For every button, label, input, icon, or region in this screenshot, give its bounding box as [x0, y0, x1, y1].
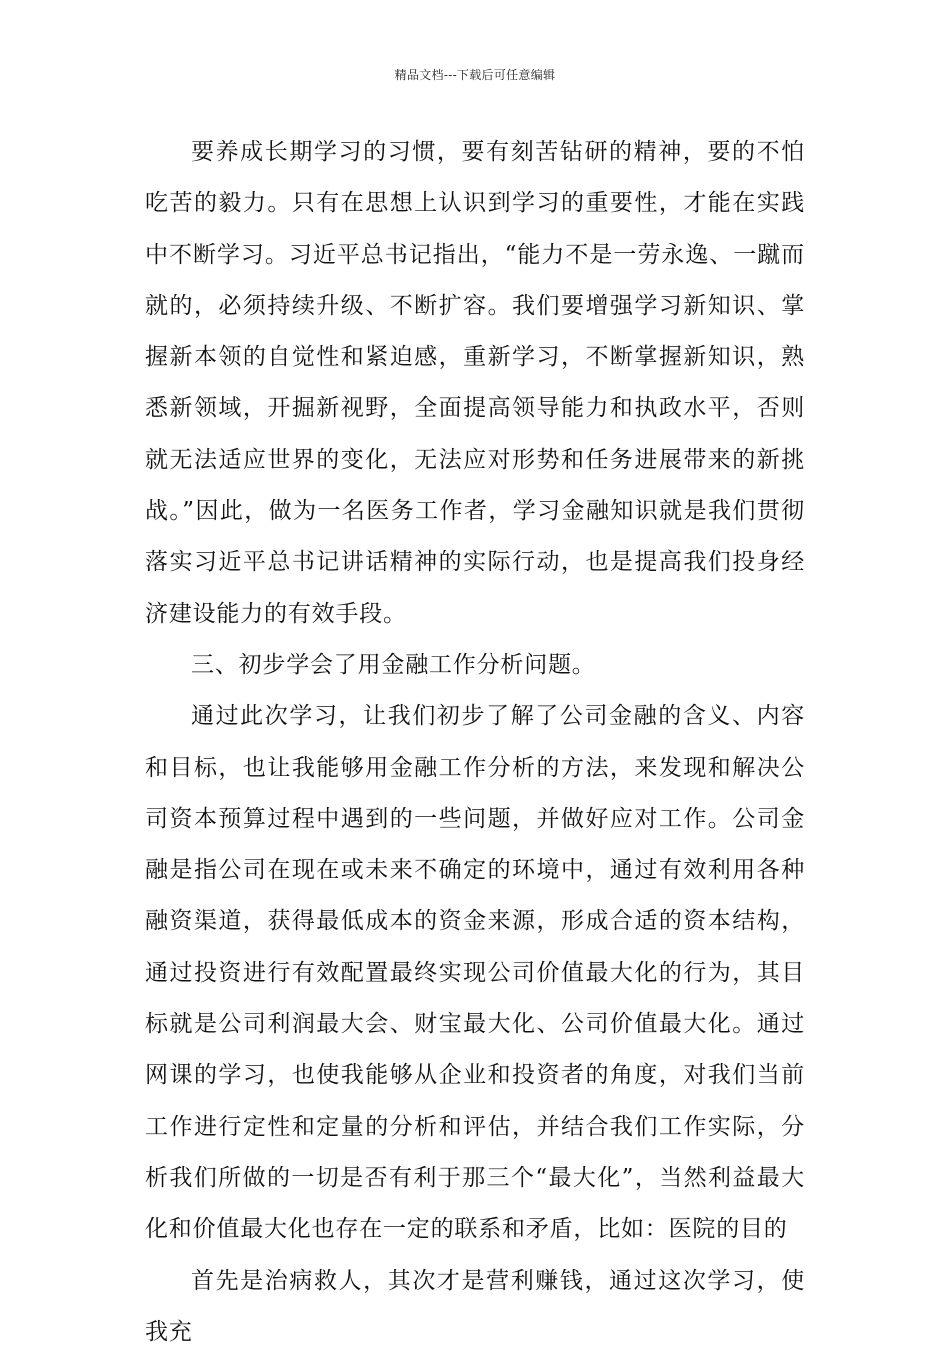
paragraph-continuation: 首先是治病救人，其次才是营利赚钱，通过这次学习，使我充 — [145, 1267, 805, 1345]
paragraph-corporate-finance: 通过此次学习，让我们初步了解了公司金融的含义、内容和目标，也让我能够用金融工作分析的方法，来发现和解决公司资本预算过程中遇到的一些问题，并做好应对工作。公司金融是指公司在现在或未来不确定的环境中，通过有效利用各种融资渠道，获得最低成本的资金来源，形成合适的资本结构，通过投资进行有效配置最终实现公司价值最大化的行为，其目标就是公司利润最大会、财宝最大化、公司价值最大化。通过网课的学习，也使我能够从企业和投资者的角度，对我们当前工作进行定性和定量的分析和评估，并结合我们工作实际，分析我们所做的一切是否有利于那三个“最大化”，当然利益最大化和价值最大化也存在一定的联系和矛盾，比如：医院的目的 — [145, 703, 805, 1243]
paragraph-learning-habits: 要养成长期学习的习惯，要有刻苦钻研的精神，要的不怕吃苦的毅力。只有在思想上认识到学习的重要性，才能在实践中不断学习。习近平总书记指出，“能力不是一劳永逸、一蹴而就的，必须持续升级、不断扩容。我们要增强学习新知识、掌握新本领的自觉性和紧迫感，重新学习，不断掌握新知识，熟悉新领域，开掘新视野，全面提高领导能力和执政水平，否则就无法适应世界的变化，无法应对形势和任务进展带来的新挑战。”因此，做为一名医务工作者，学习金融知识就是我们贯彻落实习近平总书记讲话精神的实际行动，也是提高我们投身经济建设能力的有效手段。 — [145, 139, 805, 627]
section-heading-three: 三、初步学会了用金融工作分析问题。 — [191, 651, 596, 678]
page-header: 精品文档---下载后可任意编辑 — [394, 68, 556, 82]
document-body — [145, 127, 805, 1358]
